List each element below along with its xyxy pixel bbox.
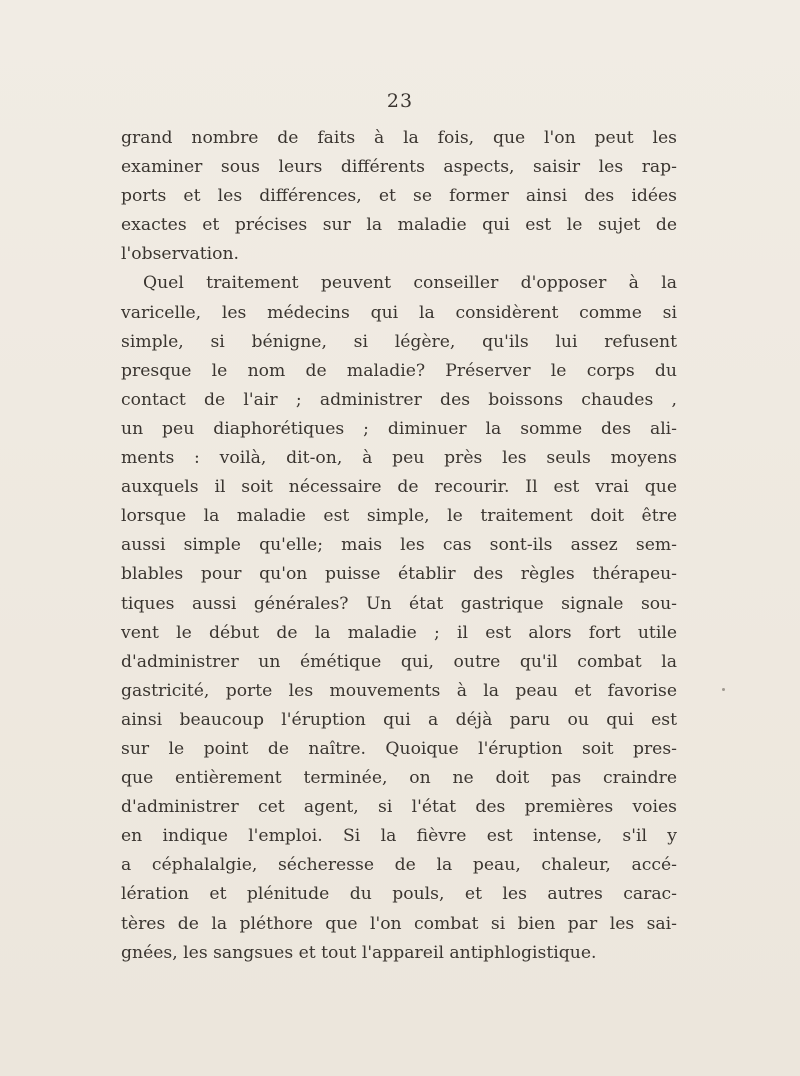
text-line: contact de l'air ; administrer des boissons chaudes , (121, 389, 677, 410)
text-line: exactes et précises sur la maladie qui est le sujet de (121, 215, 677, 236)
text-line: aussi simple qu'elle; mais les cas sont-ils assez sem- (121, 535, 677, 556)
text-line: l'observation. (121, 244, 240, 265)
text-line: varicelle, les médecins qui la considèrent comme si (121, 302, 677, 323)
ink-speck (722, 688, 725, 691)
text-line: blables pour qu'on puisse établir des règles thérapeu- (121, 564, 677, 585)
text-line: que entièrement terminée, on ne doit pas craindre (121, 768, 677, 789)
text-line: lorsque la maladie est simple, le traitement doit être (121, 506, 677, 527)
text-line: gnées, les sangsues et tout l'appareil antiphlogistique. (121, 942, 597, 963)
text-line: lération et plénitude du pouls, et les autres carac- (121, 884, 677, 905)
text-line: gastricité, porte les mouvements à la peau et favorise (121, 680, 677, 701)
text-line: en indique l'emploi. Si la fièvre est intense, s'il y (121, 826, 677, 847)
body-text (121, 124, 677, 968)
text-line: ainsi beaucoup l'éruption qui a déjà paru ou qui est (121, 709, 677, 730)
text-line: ments : voilà, dit-on, à peu près les seuls moyens (121, 448, 677, 469)
text-line: Quel traitement peuvent conseiller d'opposer à la (143, 273, 677, 294)
text-line: presque le nom de maladie? Préserver le corps du (121, 360, 677, 381)
text-line: a céphalalgie, sécheresse de la peau, chaleur, accé- (121, 855, 677, 876)
text-line: auxquels il soit nécessaire de recourir. Il est vrai que (121, 477, 677, 498)
text-line: simple, si bénigne, si légère, qu'ils lui refusent (121, 331, 677, 352)
text-line: d'administrer cet agent, si l'état des premières voies (121, 797, 677, 818)
text-line: un peu diaphorétiques ; diminuer la somme des ali- (121, 418, 677, 439)
page-number: 23 (386, 90, 414, 112)
text-line: vent le début de la maladie ; il est alors fort utile (121, 622, 677, 643)
text-line: ports et les différences, et se former ainsi des idées (121, 186, 677, 207)
text-line: tères de la pléthore que l'on combat si bien par les sai- (121, 913, 677, 934)
text-line: tiques aussi générales? Un état gastrique signale sou- (121, 593, 677, 614)
text-line: grand nombre de faits à la fois, que l'on peut les (121, 128, 677, 148)
text-line: d'administrer un émétique qui, outre qu'il combat la (121, 651, 677, 672)
text-line: examiner sous leurs différents aspects, saisir les rap- (121, 157, 677, 178)
text-line: sur le point de naître. Quoique l'éruption soit pres- (121, 738, 677, 759)
